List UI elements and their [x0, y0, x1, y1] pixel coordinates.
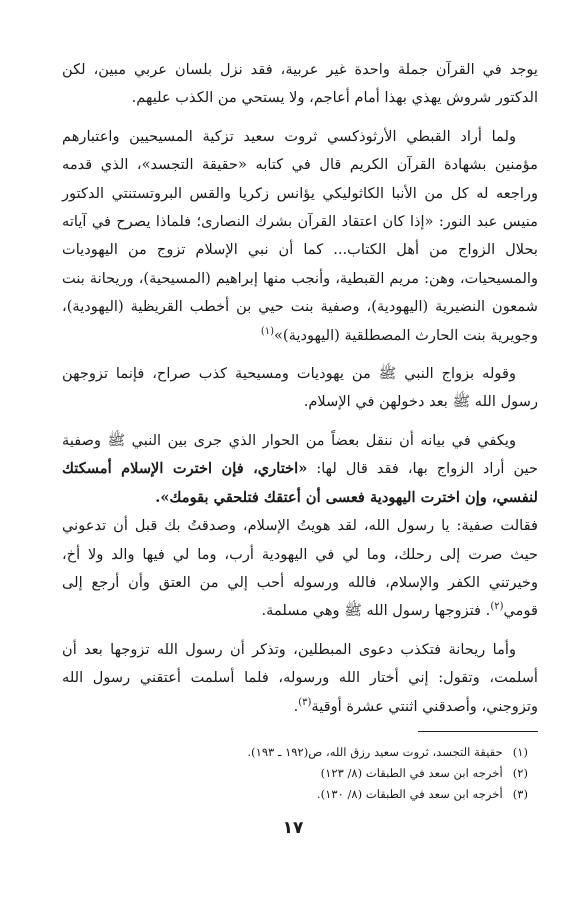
paragraph-1: يوجد في القرآن جملة واحدة غير عربية، فقد نزل بلسان عربي مبين، لكن الدكتور شروش يهذي بهذا أمام أعاجم، ولا يستحي من الكذب عليهم. [62, 61, 538, 107]
footnote-marker-3[interactable]: (٣) [298, 696, 312, 708]
footnote-marker-1[interactable]: (١) [260, 325, 274, 337]
paragraph-3: وقوله بزواج النبي ﷺ من يهوديات ومسيحية كذب صراح، فإنما تزوجهن رسول الله ﷺ بعد دخولهن في الإسلام. [62, 365, 538, 411]
paragraph-5-tail: . فتزوجها رسول الله ﷺ وهي مسلمة. [261, 602, 491, 620]
paragraph-4-text: ويكفي في بيانه أن ننقل بعضاً من الحوار الذي جرى بين النبي ﷺ وصفية حين أراد الزواج بها، فقد قال لها: [62, 431, 538, 478]
footnote-3-text: أخرجه ابن سعد في الطبقات (٨/ ١٣٠). [316, 786, 503, 801]
page-number: ١٧ [282, 818, 304, 838]
paragraph-6-text: وأما ريحانة فتكذب دعوى المبطلين، وتذكر أن رسول الله تزوجها بعد أن أسلمت، وتقول: إني أختار الله ورسوله، فلما أسلمت أعتقني رسول الله وتزوجني، وأصدقني اثنتي عشرة أوقية [62, 640, 538, 715]
prophet-quote: «اختاري، فإن اخترت الإسلام أمسكتك لنفسي، وإن اخترت اليهودية فعسى أن أعتقك فتلحقي بقومك». [62, 460, 538, 506]
footnote-2 [62, 763, 538, 784]
paragraph-6 [62, 636, 538, 721]
footnote-3-number: (٣) [512, 786, 528, 801]
paragraph-4 [62, 427, 538, 626]
paragraph-5-text: فقالت صفية: يا رسول الله، لقد هويتُ الإسلام، وصدقتُ بك قبل أن تدعوني حيث صرت إلى رحلك، وما لي في اليهودية أرب، وما لي فيها والد ولا أخ، وخيرتني الكفر والإسلام، فالله ورسوله أحب إلي من العتق وأن أرجع إلى قومي [62, 517, 538, 620]
paragraph-2-text: ولما أراد القبطي الأرثوذكسي ثروت سعيد تزكية المسيحيين واعتبارهم مؤمنين بشهادة القرآن الكريم قال في كتابه «حقيقة التجسد»، الذي قدمه وراجعه له كل من الأنبا الكاثوليكي يؤانس زكريا والقس البروتستنتي الدكتور منيس عبد النور: «إذا كان اعتقاد القرآن بشرك النصارى؛ فلماذا يصرح في آياته بحلال الزواج من أهل الكتاب... كما أن نبي الإسلام تزوج من اليهوديات والمسيحيات، وهن: مريم القبطية، وأنجب منها إبراهيم (المسيحية)، وريحانة بنت شمعون النضيرية (اليهودية)، وصفية بنت حيي بن أخطب القريظية (اليهودية)، وجويرية بنت الحارث المصطلقية (اليهودية)» [62, 127, 538, 344]
footnote-marker-2[interactable]: (٢) [490, 601, 504, 613]
document-page [62, 56, 538, 876]
footnote-1 [62, 742, 538, 763]
paragraph-6-tail: . [293, 697, 299, 715]
footnote-1-text: حقيقة التجسد، ثروت سعيد رزق الله، ص(١٩٢ ـ ١٩٣). [247, 744, 503, 759]
footnote-2-number: (٢) [512, 765, 528, 780]
footnote-2-text: أخرجه ابن سعد في الطبقات (٨/ ١٢٣) [320, 765, 503, 780]
paragraph-2 [62, 123, 538, 350]
footnote-divider [418, 731, 538, 732]
footnote-3 [62, 784, 538, 805]
footnote-1-number: (١) [512, 744, 528, 759]
